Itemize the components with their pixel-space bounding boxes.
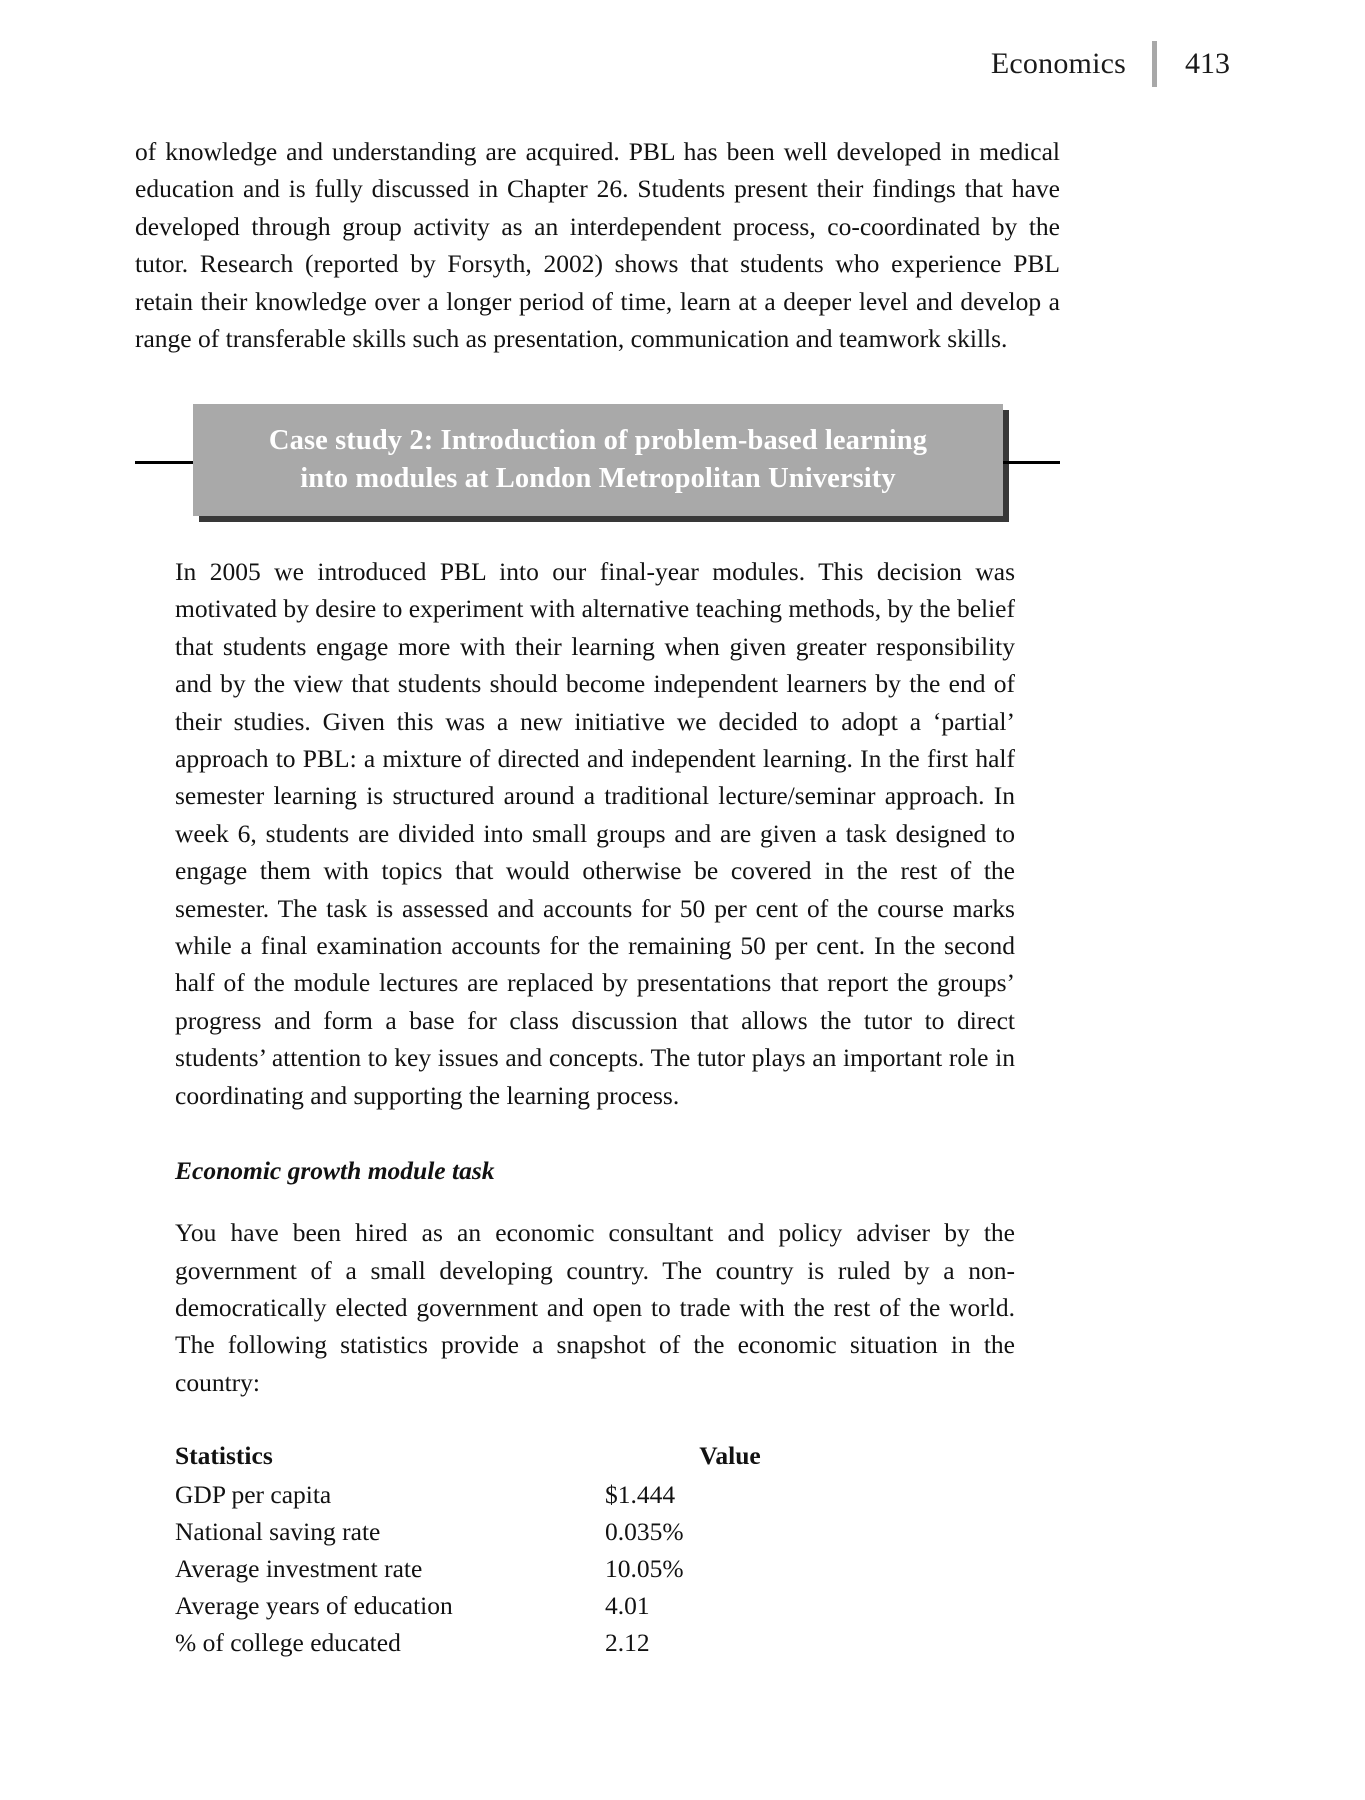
running-header-title: Economics [990, 47, 1126, 80]
table-row [175, 1550, 855, 1587]
case-study-title-line-2: into modules at London Metropolitan University [300, 463, 896, 494]
stat-value: 4.01 [605, 1591, 650, 1621]
case-study-title-line-1: Case study 2: Introduction of problem-based learning [268, 425, 928, 456]
stat-value: $1.444 [605, 1480, 676, 1510]
page-number: 413 [1185, 47, 1230, 80]
table-row [175, 1624, 855, 1661]
module-task-subheading: Economic growth module task [175, 1156, 495, 1186]
banner-rule-right [1000, 461, 1060, 464]
stat-value: 0.035% [605, 1517, 684, 1547]
stat-value: 10.05% [605, 1554, 684, 1584]
case-study-title [251, 422, 945, 498]
stat-label: National saving rate [175, 1517, 381, 1547]
running-header [991, 38, 1230, 90]
intro-text-block [135, 133, 1060, 357]
stat-label: Average investment rate [175, 1554, 423, 1584]
intro-paragraph: of knowledge and understanding are acquired. PBL has been well developed in medical education and is fully discussed in Chapter 26. Students present their findings that have developed through group activity as an interdependent process, co-coordinated by the tutor. Research (reported by Forsyth, 2002) shows that students who experience PBL retain their knowledge over a longer period of time, learn at a deeper level and develop a range of transferable skills such as presentation, communication and teamwork skills. [135, 137, 1060, 354]
column-header-value: Value [699, 1441, 761, 1471]
case-study-title-box [193, 404, 1003, 516]
stat-value: 2.12 [605, 1628, 650, 1658]
module-task-paragraph: You have been hired as an economic consultant and policy adviser by the government of a small developing country. The country is ruled by a non-democratically elected government and open to trade with the rest of the world. The following statistics provide a snapshot of the economic situation in the country: [175, 1218, 1015, 1397]
case-study-paragraph: In 2005 we introduced PBL into our final-year modules. This decision was motivated by desire to experiment with alternative teaching methods, by the belief that students engage more with their learning when given greater responsibility and by the view that students should become independent learners by the end of their studies. Given this was a new initiative we decided to adopt a ‘partial’ approach to PBL: a mixture of directed and independent learning. In the first half semester learning is structured around a traditional lecture/seminar approach. In week 6, students are divided into small groups and are given a task designed to engage them with topics that would otherwise be covered in the rest of the semester. The task is assessed and accounts for 50 per cent of the course marks while a final examination accounts for the remaining 50 per cent. In the second half of the module lectures are replaced by presentations that report the groups’ progress and form a base for class discussion that allows the tutor to direct students’ attention to key issues and concepts. The tutor plays an important role in coordinating and supporting the learning process. [175, 557, 1015, 1110]
table-header-row [175, 1437, 855, 1476]
stat-label: GDP per capita [175, 1480, 332, 1510]
table-row [175, 1587, 855, 1624]
stat-label: % of college educated [175, 1628, 401, 1658]
statistics-table [175, 1437, 855, 1661]
case-study-banner [135, 404, 1060, 522]
case-study-content [175, 553, 1015, 1661]
stat-label: Average years of education [175, 1591, 453, 1621]
column-header-statistics: Statistics [175, 1441, 273, 1471]
table-row [175, 1513, 855, 1550]
table-row [175, 1476, 855, 1513]
